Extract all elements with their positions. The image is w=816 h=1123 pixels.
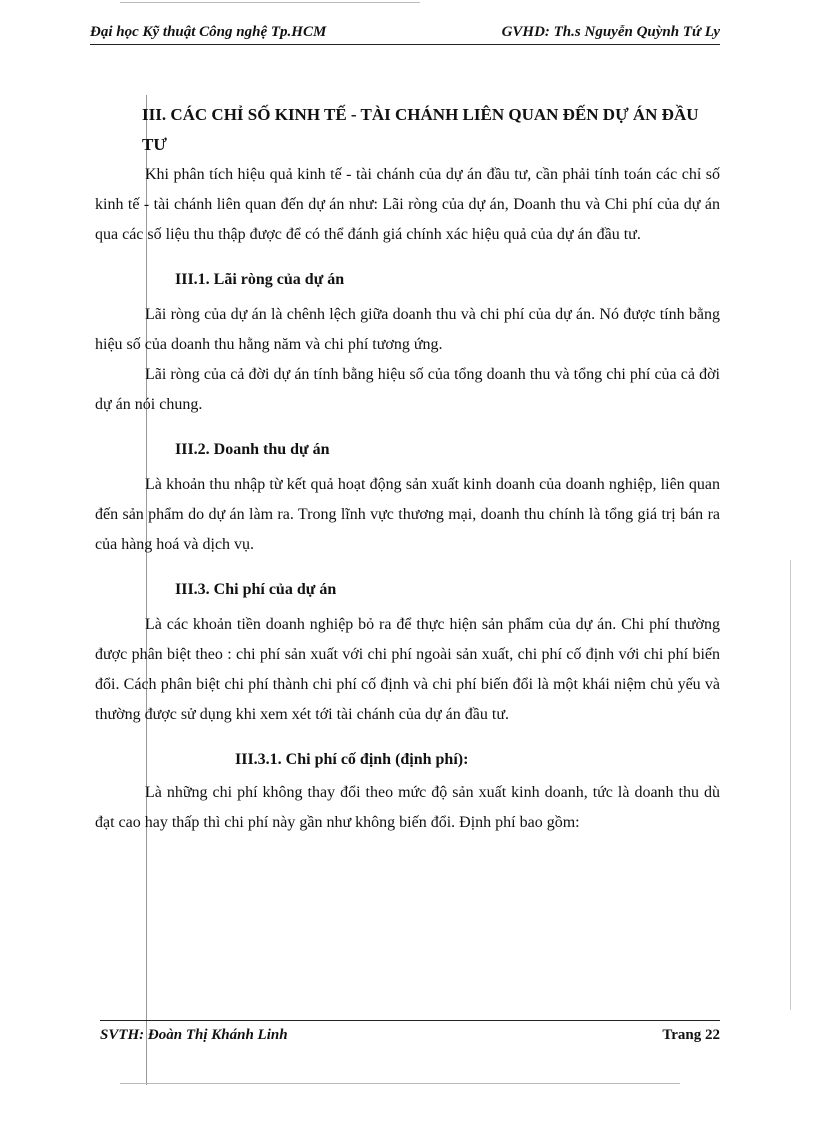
subsection-heading-revenue: III.2. Doanh thu dự án (175, 441, 330, 458)
document-body (95, 100, 720, 838)
subsection-heading-cost: III.3. Chi phí của dự án (175, 581, 337, 598)
cost-paragraph: Là các khoản tiền doanh nghiệp bỏ ra để thực hiện sản phẩm của dự án. Chi phí thường được phân biệt theo : chi phí sản xuất với chi phí ngoài sản xuất, chi phí cố định với chi phí biến đổi. Cách phân biệt chi phí thành chi phí cố định và chi phí biến đổi là một khái niệm chủ yếu và thường được sử dụng khi xem xét tới tài chánh của dự án đầu tư. (95, 616, 720, 723)
revenue-paragraph: Là khoản thu nhập từ kết quả hoạt động sản xuất kinh doanh của doanh nghiệp, liên quan đến sản phẩm do dự án làm ra. Trong lĩnh vực thương mại, doanh thu chính là tổng giá trị bán ra của hàng hoá và dịch vụ. (95, 476, 720, 553)
net-profit-paragraph-2: Lãi ròng của cả đời dự án tính bằng hiệu số của tổng doanh thu và tổng chi phí của cả đời dự án nói chung. (95, 366, 720, 413)
net-profit-paragraph-1: Lãi ròng của dự án là chênh lệch giữa doanh thu và chi phí của dự án. Nó được tính bằng hiệu số của doanh thu hằng năm và chi phí tương ứng. (95, 306, 720, 353)
university-name: Đại học Kỹ thuật Công nghệ Tp.HCM (90, 24, 327, 40)
student-name: SVTH: Đoàn Thị Khánh Linh (100, 1027, 288, 1043)
subsection-heading-net-profit: III.1. Lãi ròng của dự án (175, 271, 345, 288)
scan-edge-line (790, 560, 791, 1010)
section-title: III. CÁC CHỈ SỐ KINH TẾ - TÀI CHÁNH LIÊN QUAN ĐẾN DỰ ÁN ĐẦU TƯ (142, 105, 699, 154)
section-intro: Khi phân tích hiệu quả kinh tế - tài chánh của dự án đầu tư, cần phải tính toán các chỉ số kinh tế - tài chánh liên quan đến dự án như: Lãi ròng của dự án, Doanh thu và Chi phí của dự án qua các số liệu thu thập được để có thể đánh giá chính xác hiệu quả của dự án đầu tư. (95, 166, 720, 243)
fixed-cost-paragraph: Là những chi phí không thay đổi theo mức độ sản xuất kinh doanh, tức là doanh thu dù đạt cao hay thấp thì chi phí này gần như không biến đổi. Định phí bao gồm: (95, 784, 720, 831)
page-header (90, 24, 720, 45)
supervisor-name: GVHD: Th.s Nguyễn Quỳnh Tứ Ly (501, 24, 720, 40)
page-footer (100, 1020, 720, 1044)
subsection-heading-fixed-cost: III.3.1. Chi phí cố định (định phí): (235, 751, 469, 768)
page-number: Trang 22 (662, 1027, 720, 1043)
scan-artifact-top (120, 2, 420, 3)
scan-artifact-bottom (120, 1083, 680, 1084)
